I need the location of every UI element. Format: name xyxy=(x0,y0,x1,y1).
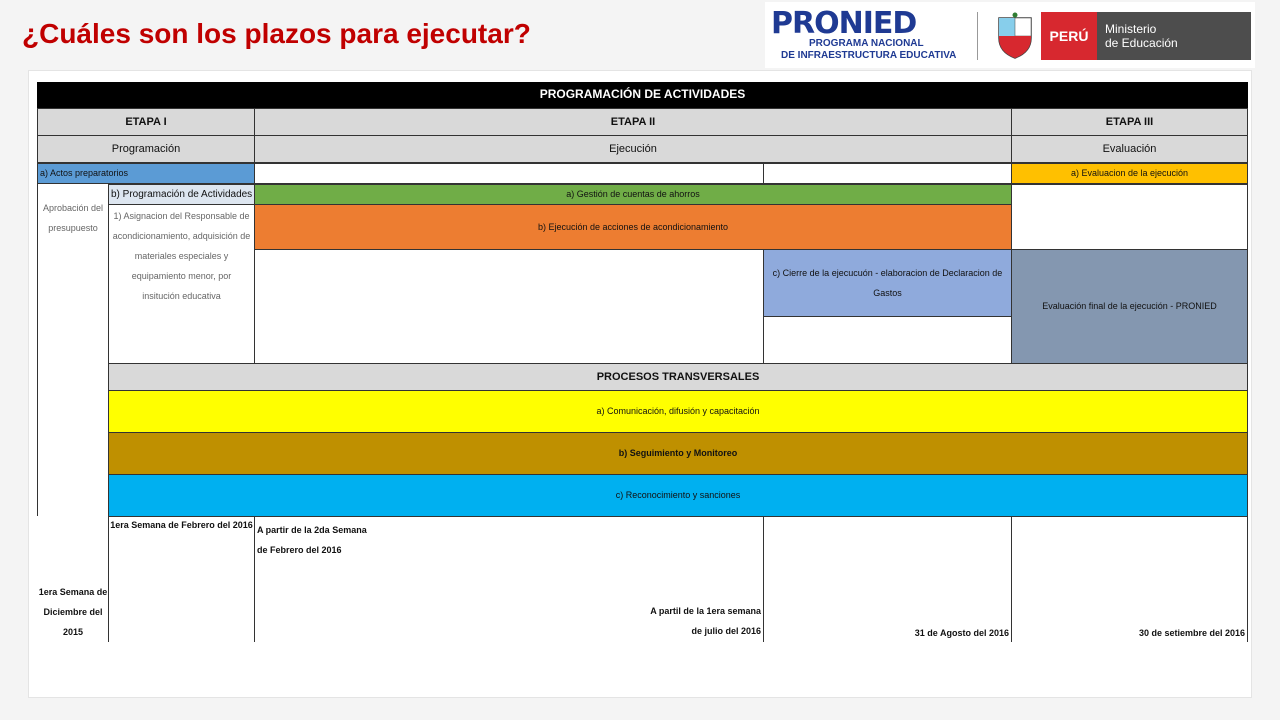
logo-banner xyxy=(765,2,1255,68)
date-dic-2015: 1era Semana de Diciembre del 2015 xyxy=(38,587,108,637)
seguimiento-bar: b) Seguimiento y Monitoreo xyxy=(108,432,1248,475)
coat-of-arms-icon xyxy=(993,12,1037,60)
date-julio-2016: A partil de la 1era semana de julio del 2016 xyxy=(650,606,761,636)
ejecucion-acciones-bar: b) Ejecución de acciones de acondicionamiento xyxy=(254,204,1012,250)
date-setiembre-2016: 30 de setiembre del 2016 xyxy=(1138,627,1245,638)
procesos-title: PROCESOS TRANSVERSALES xyxy=(108,363,1248,391)
pronied-logo-text: PRONIED xyxy=(771,6,917,41)
ministry-badge xyxy=(1097,12,1251,60)
aprobacion-text: Aprobación del presupuesto xyxy=(42,203,104,233)
gestion-cuentas-bar: a) Gestión de cuentas de ahorros xyxy=(254,184,1012,205)
phase-ejecucion: Ejecución xyxy=(254,135,1012,163)
empty-cell-e3 xyxy=(1011,184,1248,250)
page-title: ¿Cuáles son los plazos para ejecutar? xyxy=(22,18,531,49)
empty-cell-a2 xyxy=(763,163,1012,184)
comunicacion-bar: a) Comunicación, difusión y capacitación xyxy=(108,390,1248,433)
ministry-line-2: de Educación xyxy=(1105,36,1178,50)
pronied-subtitle-1: PROGRAMA NACIONAL xyxy=(809,38,924,49)
asignacion-text: 1) Asignacion del Responsable de acondicionamiento, adquisición de materiales especiales y equipamiento menor, por insitución educativa xyxy=(112,211,251,301)
date-col-5 xyxy=(1011,516,1248,642)
peru-badge: PERÚ xyxy=(1041,12,1097,60)
date-col-2 xyxy=(108,516,255,642)
cierre-ejecucion-bar: c) Cierre de la ejecucuón - elaboracion de Declaracion de Gastos xyxy=(763,249,1012,317)
ministry-line-1: Ministerio xyxy=(1105,22,1157,36)
reconocimiento-bar: c) Reconocimiento y sanciones xyxy=(108,474,1248,517)
pronied-subtitle-2: DE INFRAESTRUCTURA EDUCATIVA xyxy=(781,50,957,61)
date-feb-2da-2016: A partir de la 2da Semana de Febrero del 2016 xyxy=(257,525,367,555)
evaluacion-ejecucion-bar: a) Evaluacion de la ejecución xyxy=(1011,163,1248,184)
stage-1-header: ETAPA I xyxy=(37,108,255,136)
programacion-actividades: b) Programación de Actividades xyxy=(108,184,255,205)
phase-programacion: Programación xyxy=(37,135,255,163)
aprobacion-cell xyxy=(37,184,109,516)
date-col-3 xyxy=(254,516,764,642)
stage-3-header: ETAPA III xyxy=(1011,108,1248,136)
date-feb-2016: 1era Semana de Febrero del 2016 xyxy=(110,520,253,530)
empty-cell-b1 xyxy=(254,249,764,364)
phase-evaluacion: Evaluación xyxy=(1011,135,1248,163)
evaluacion-final-bar: Evaluación final de la ejecución - PRONIED xyxy=(1011,249,1248,364)
date-col-1 xyxy=(37,516,109,642)
date-agosto-2016: 31 de Agosto del 2016 xyxy=(914,627,1009,638)
logo-divider xyxy=(977,12,978,60)
empty-cell-b2 xyxy=(763,316,1012,364)
empty-cell-a1 xyxy=(254,163,764,184)
asignacion-cell xyxy=(108,204,255,364)
stage-2-header: ETAPA II xyxy=(254,108,1012,136)
date-col-4 xyxy=(763,516,1012,642)
table-title: PROGRAMACIÓN DE ACTIVIDADES xyxy=(37,82,1248,108)
actos-preparatorios-bar: a) Actos preparatorios xyxy=(37,163,255,184)
